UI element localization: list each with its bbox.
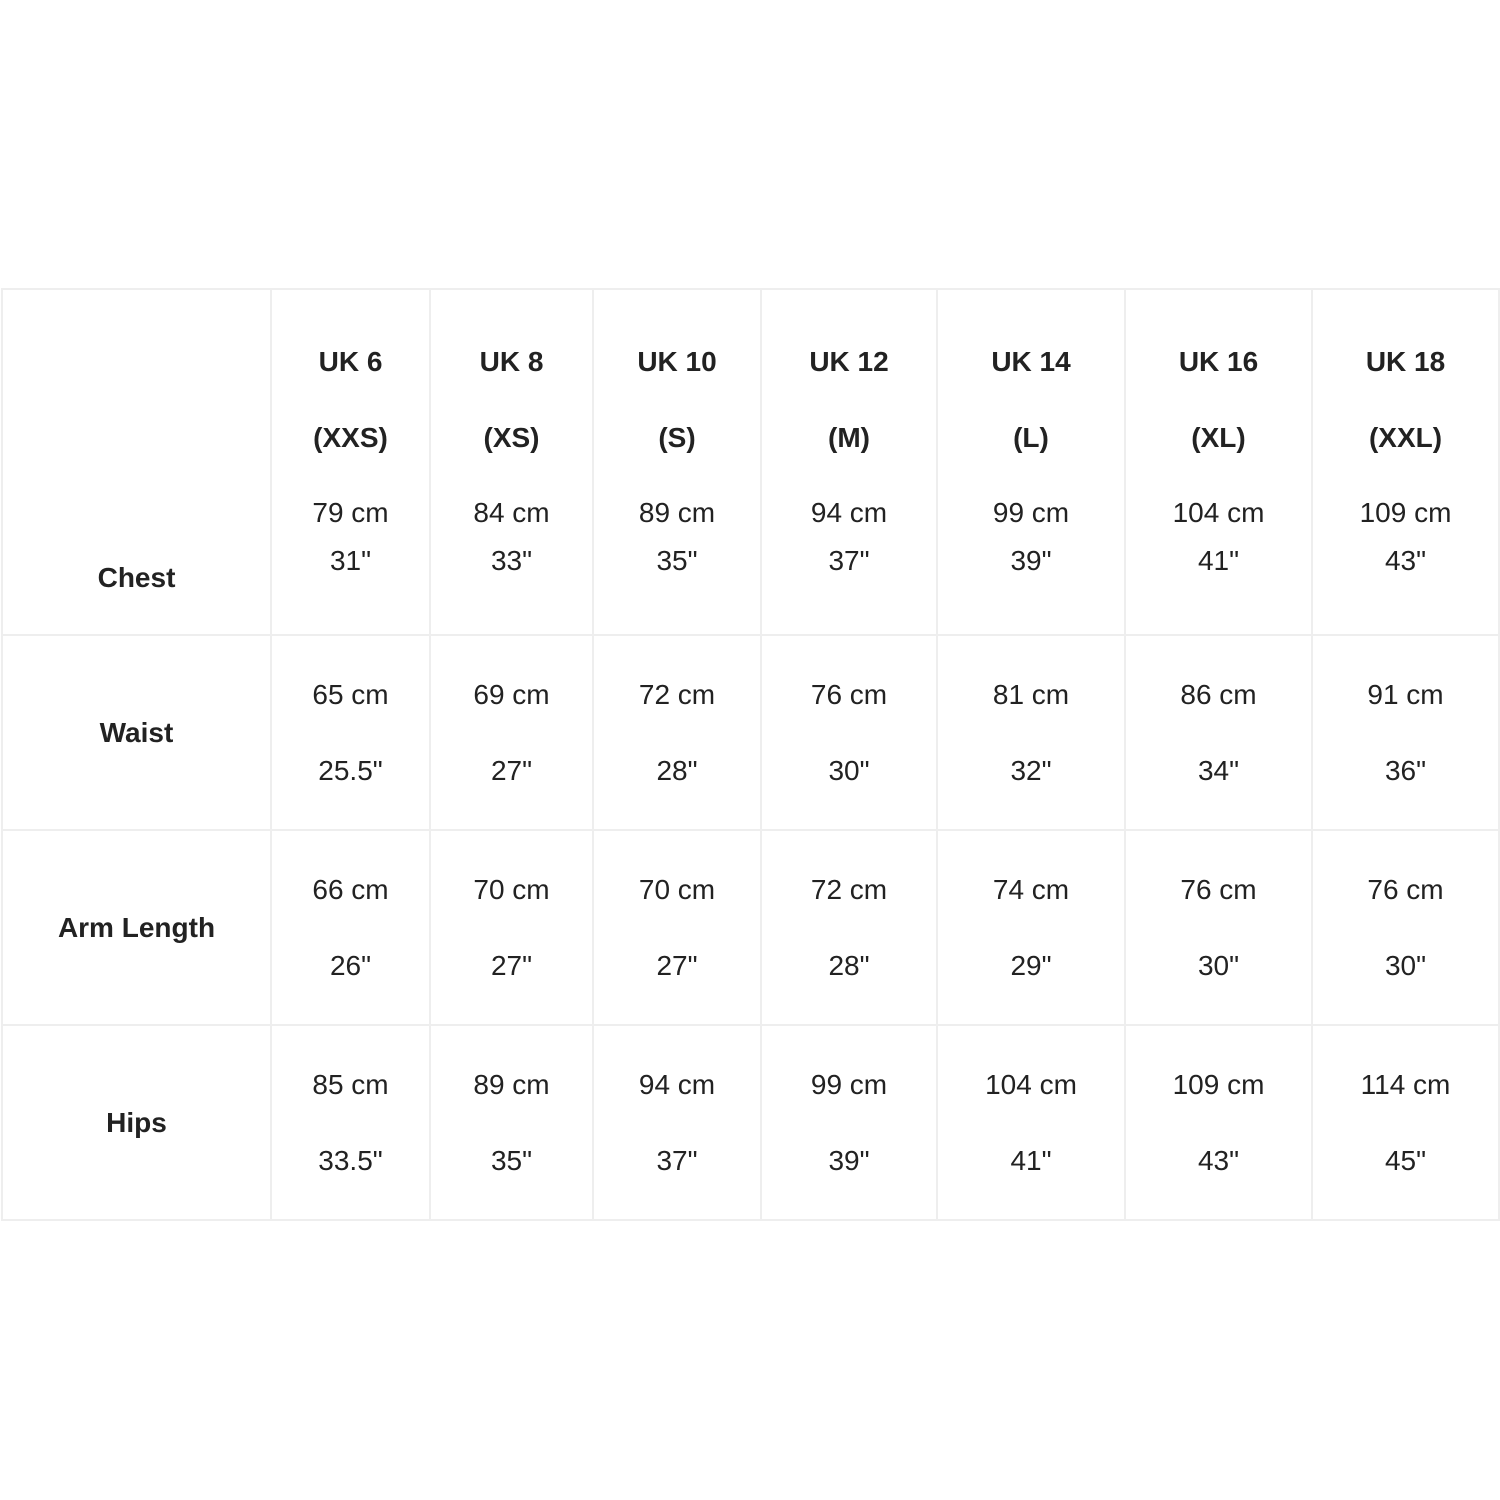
size-name: UK 10 [637,346,717,377]
table-cell [271,830,430,1025]
value-in: 27" [490,754,533,786]
size-letter: (XXS) [313,422,388,453]
value-cm: 72 cm [810,873,888,905]
table-cell [1312,635,1499,830]
chest-cm: 89 cm [638,497,716,528]
size-chart-table [1,288,1500,1221]
value-cm: 114 cm [1360,1068,1451,1100]
table-row-arm-length [2,830,1499,1025]
size-name: UK 16 [1178,346,1259,377]
table-row-waist [2,635,1499,830]
value-in: 27" [490,949,533,981]
row-label-arm-length: Arm Length [2,830,271,1025]
value-cm: 109 cm [1172,1068,1265,1100]
table-cell [271,1025,430,1220]
table-cell [1312,1025,1499,1220]
row-label-chest [2,289,271,635]
chest-cm: 109 cm [1359,497,1452,528]
size-column-header [271,289,430,635]
value-in: 37" [656,1144,698,1176]
chest-in: 43" [1384,545,1427,576]
value-in: 34" [1197,754,1240,786]
size-letter: (S) [658,422,696,453]
size-column-header [1125,289,1312,635]
table-cell [593,635,761,830]
chest-in: 31" [329,545,372,576]
chest-cm: 104 cm [1172,497,1265,528]
value-cm: 104 cm [985,1068,1077,1100]
table-cell [593,830,761,1025]
size-letter: (XXL) [1368,422,1443,453]
size-column-header [937,289,1125,635]
chest-in: 39" [1010,545,1052,576]
table-cell [1125,1025,1312,1220]
table-cell [430,1025,593,1220]
table-cell [937,1025,1125,1220]
value-cm: 81 cm [992,678,1070,710]
value-in: 28" [656,754,698,786]
chest-in: 37" [828,545,870,576]
size-letter: (L) [1013,422,1049,453]
value-in: 41" [1010,1144,1052,1176]
value-in: 30" [1384,949,1427,981]
value-cm: 76 cm [1180,873,1257,905]
value-in: 35" [490,1144,533,1176]
value-in: 33.5" [318,1144,383,1176]
value-cm: 70 cm [638,873,716,905]
value-in: 27" [656,949,698,981]
table-cell [271,635,430,830]
row-label-text: Chest [97,562,176,593]
row-label-waist: Waist [2,635,271,830]
table-cell [593,1025,761,1220]
size-header-row [2,289,1499,635]
size-letter: (XL) [1191,422,1246,453]
chest-cm: 84 cm [473,497,550,528]
value-in: 30" [828,754,870,786]
chest-in: 35" [656,545,698,576]
value-cm: 70 cm [473,873,550,905]
size-letter: (M) [828,422,870,453]
value-in: 43" [1197,1144,1240,1176]
value-cm: 65 cm [312,678,389,710]
table-cell [937,635,1125,830]
size-column-header [430,289,593,635]
size-name: UK 14 [991,346,1071,377]
value-cm: 86 cm [1180,678,1257,710]
table-cell [937,830,1125,1025]
size-column-header [593,289,761,635]
value-cm: 76 cm [1367,873,1444,905]
value-in: 30" [1197,949,1240,981]
value-cm: 85 cm [312,1068,389,1100]
table-cell [761,1025,937,1220]
value-cm: 76 cm [810,678,888,710]
value-cm: 89 cm [473,1068,550,1100]
value-cm: 99 cm [810,1068,888,1100]
chest-cm: 94 cm [810,497,888,528]
value-in: 28" [828,949,870,981]
value-in: 26" [329,949,372,981]
table-cell [1125,635,1312,830]
size-column-header [1312,289,1499,635]
value-in: 29" [1010,949,1052,981]
chest-in: 33" [490,545,533,576]
table-cell [761,830,937,1025]
value-cm: 72 cm [638,678,716,710]
chest-cm: 79 cm [312,497,389,528]
value-cm: 91 cm [1367,678,1444,710]
value-in: 32" [1010,754,1052,786]
value-cm: 66 cm [312,873,389,905]
chest-in: 41" [1197,545,1240,576]
size-name: UK 18 [1365,346,1446,377]
row-label-hips: Hips [2,1025,271,1220]
table-cell [430,830,593,1025]
table-cell [1125,830,1312,1025]
value-cm: 74 cm [992,873,1070,905]
chest-cm: 99 cm [992,497,1070,528]
value-in: 45" [1384,1144,1427,1176]
table-cell [761,635,937,830]
value-in: 36" [1384,754,1427,786]
size-column-header [761,289,937,635]
value-cm: 94 cm [638,1068,716,1100]
size-letter: (XS) [483,422,540,453]
table-cell [430,635,593,830]
size-name: UK 6 [318,346,383,377]
table-row-hips [2,1025,1499,1220]
size-name: UK 8 [479,346,544,377]
value-in: 25.5" [318,754,383,786]
size-name: UK 12 [809,346,889,377]
value-in: 39" [828,1144,870,1176]
value-cm: 69 cm [473,678,550,710]
table-cell [1312,830,1499,1025]
